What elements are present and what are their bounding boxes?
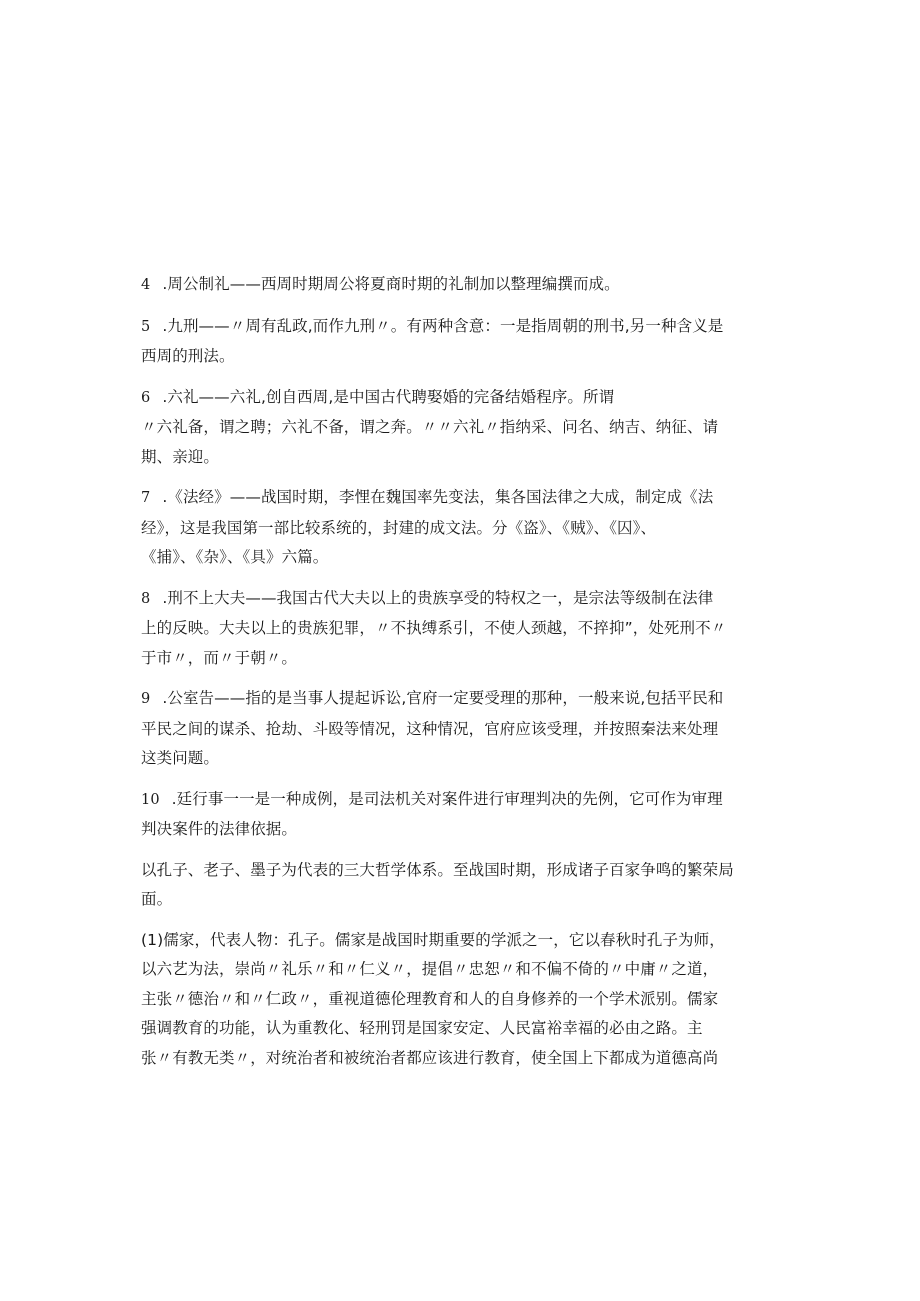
- paragraph-item-9: [141, 684, 724, 774]
- item-number: 10: [141, 791, 160, 808]
- paragraph-line: 期、亲迎。: [141, 447, 220, 466]
- paragraph-line: [141, 785, 723, 816]
- item-number: 4: [141, 277, 151, 293]
- paragraph-line: [141, 684, 724, 715]
- paragraph-line: 西周的刑法。: [141, 347, 235, 365]
- paragraph-line: [141, 584, 714, 615]
- paragraph-item-4: [141, 270, 701, 301]
- paragraph-line: (1)儒家，代表人物：孔子。儒家是战国时期重要的学派之一，它以春秋时孔子为师，: [141, 930, 725, 949]
- paragraph-line: 《捕》、《杂》、《具》六篇。: [141, 548, 329, 566]
- paragraph-line: 张〃有教无类〃，对统治者和被统治者都应该进行教育，使全国上下都成为道德高尚: [141, 1048, 719, 1067]
- line-text: .六礼——六礼,创自西周,是中国古代聘娶婚的完备结婚程序。所谓: [162, 387, 615, 406]
- line-text: .九刑——〃周有乱政,而作九刑〃。有两种含意：一是指周朝的刑书,另一种含义是: [162, 316, 724, 335]
- item-number: 6: [141, 389, 151, 406]
- paragraph-line: [141, 312, 724, 343]
- item-number: 5: [141, 318, 151, 335]
- item-number: 9: [141, 691, 151, 707]
- paragraph-item-8: [141, 584, 727, 674]
- paragraph-line: 上的反映。大夫以上的贵族犯罪，〃不执缚系引，不使人颈越，不捽抑”，处死刑不〃: [141, 619, 727, 637]
- line-text: .刑不上大夫——我国古代大夫以上的贵族享受的特权之一，是宗法等级制在法律: [162, 588, 714, 607]
- paragraph-item-10: [141, 785, 723, 845]
- paragraph-confucianism: [141, 926, 725, 1074]
- paragraph-line: 这类问题。: [141, 749, 220, 767]
- paragraph-line: 平民之间的谋杀、抢劫、斗殴等情况，这种情况，官府应该受理，并按照秦法来处理: [141, 719, 719, 738]
- line-text: .公室告——指的是当事人提起诉讼,官府一定要受理的那种，一般来说,包括平民和: [162, 689, 724, 707]
- paragraph-line: 以孔子、老子、墨子为代表的三大哲学体系。至战国时期，形成诸子百家争鸣的繁荣局: [141, 860, 734, 879]
- document-body: [141, 270, 734, 1084]
- paragraph-line: 以六艺为法，崇尚〃礼乐〃和〃仁义〃，提倡〃忠恕〃和不偏不倚的〃中庸〃之道，: [141, 960, 719, 978]
- paragraph-line: [141, 483, 714, 514]
- paragraph-philosophy-intro: [141, 856, 734, 915]
- line-text: .《法经》——战国时期，李悝在魏国率先变法，集各国法律之大成，制定成《法: [162, 488, 714, 506]
- paragraph-line: 主张〃德治〃和〃仁政〃，重视道德伦理教育和人的自身修养的一个学术派别。儒家: [141, 989, 719, 1008]
- item-number: 7: [141, 490, 151, 506]
- paragraph-line: 面。: [141, 890, 173, 908]
- paragraph-line: 判决案件的法律依据。: [141, 820, 298, 838]
- line-text: .周公制礼——西周时期周公将夏商时期的礼制加以整理编撰而成。: [162, 275, 620, 293]
- paragraph-line: [141, 270, 701, 301]
- paragraph-item-5: [141, 312, 724, 372]
- paragraph-line: 强调教育的功能，认为重教化、轻刑罚是国家安定、人民富裕幸福的必由之路。主: [141, 1019, 703, 1037]
- paragraph-line: 〃六礼备，谓之聘；六礼不备，谓之奔。〃〃六礼〃指纳采、问名、纳吉、纳征、请: [141, 418, 719, 436]
- paragraph-line: 于市〃，而〃于朝〃。: [141, 648, 298, 667]
- paragraph-item-6: [141, 383, 719, 473]
- paragraph-line: [141, 383, 701, 414]
- line-text: .廷行事一一是一种成例，是司法机关对案件进行审理判决的先例，它可作为审理: [171, 789, 723, 808]
- paragraph-item-7: [141, 483, 714, 573]
- paragraph-line: 经》，这是我国第一部比较系统的，封建的成文法。分《盗》、《贼》、《囚》、: [141, 518, 657, 537]
- item-number: 8: [141, 590, 151, 607]
